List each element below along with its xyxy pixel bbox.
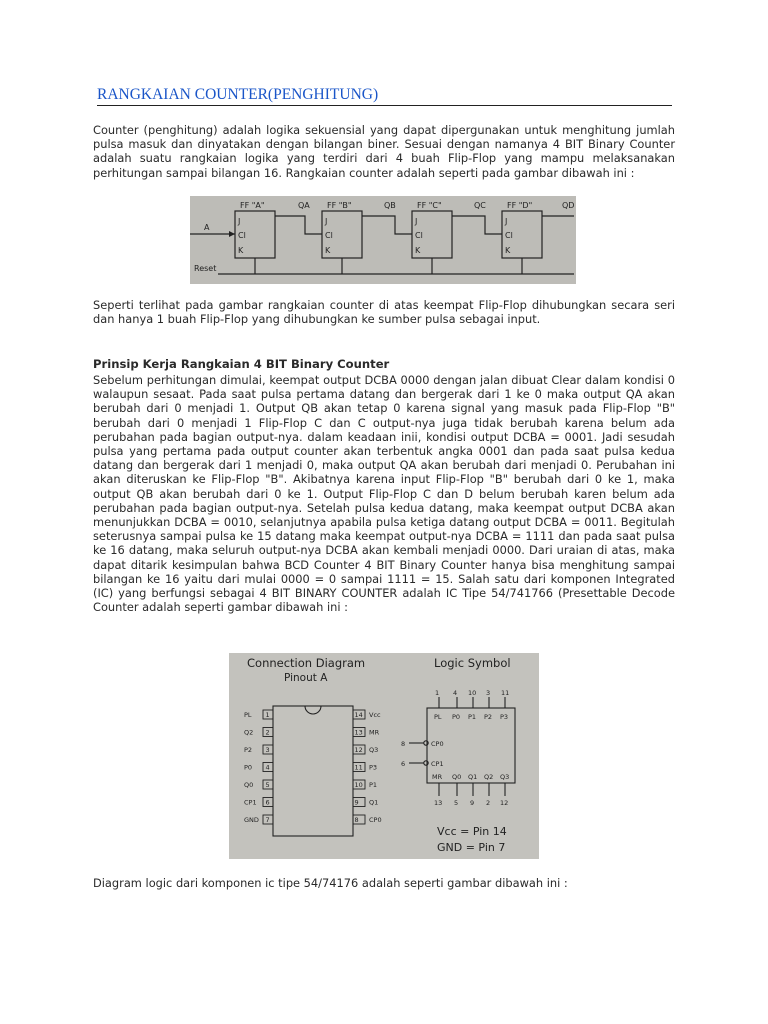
dip-pin-label: Q1 — [369, 798, 379, 807]
dip-pin-label: CP1 — [244, 798, 257, 807]
dip-pin-label: Q0 — [244, 781, 254, 789]
logic-bottom-pin: Q1 — [468, 773, 478, 781]
principle-paragraph: Sebelum perhitungan dimulai, keempat output DCBA 0000 dengan jalan dibuat Clear dalam kondisi 0 walaupun sesaat. Pada saat pulsa pertama datang dan bergerak dari 1 ke 0 maka output QA akan berubah dari 0 menjadi 1. Output QB akan tetap 0 karena signal yang masuk pada Flip-Flop "B" berubah dari 0 menjadi 1 Flip-Flop C dan C output-nya juga tidak berubah karena belum ada perubahan pada bagian output-nya. dalam keadaan inii, kondisi output DCBA = 0001. Jadi sesudah pulsa yang pertama pada output counter akan terbentuk angka 0001 dan pada saat pulsa kedua datang dan bergerak dari 1 menjadi 0, maka output QA akan berubah dari menjadi 0. Perubahan ini akan diteruskan ke Flip-Flop "B". Akibatnya karena input Flip-Flop "B" berubah dari 0 ke 1, maka output QB akan berubah dari 0 ke 1. Output Flip-Flop C dan D belum berubah karen belum ada perubahan pada bagian output-nya. Setelah pulsa kedua datang, maka keempat output DCBA akan menunjukkan DCBA = 0010, selanjutnya apabila pulsa ketiga datang output DCBA = 0011. Begitulah seterusnya sampai pulsa ke 15 datang maka keempat output-nya DCBA = 1111 dan pada saat pulsa ke 16 datang, maka seluruh output-nya DCBA akan kembali menjadi 0000. Dari uraian di atas, maka dapat ditarik kesimpulan bahwa BCD Counter 4 BIT Binary Counter hanya bisa menghitung sampai bilangan ke 16 yaitu dari mulai 0000 = 0 sampai 1111 = 15. Salah satu dari komponen Integrated (IC) yang berfungsi sebagai 4 BIT BINARY COUNTER adalah IC Tipe 54/741766 (Presettable Decode Counter adalah seperti gambar dibawah ini : — [93, 373, 675, 615]
logic-symbol-title: Logic Symbol — [434, 656, 511, 670]
dip-pin-label: MR — [369, 728, 380, 737]
logic-cp-num: 8 — [401, 740, 406, 748]
dip-pin-label: Vcc — [369, 711, 381, 719]
ic-pinout-figure — [229, 653, 539, 859]
ff-pin-k: K — [505, 246, 511, 255]
logic-top-num: 11 — [501, 689, 510, 697]
dip-pin-number: 13 — [354, 728, 363, 737]
dip-pin-number: 5 — [265, 781, 270, 789]
dip-pin-label: Q3 — [369, 746, 379, 754]
logic-top-num: 1 — [435, 689, 440, 697]
ff-pin-j: J — [238, 217, 241, 226]
dip-pin-number: 14 — [354, 711, 363, 719]
dip-pin-number: 10 — [354, 781, 363, 789]
logic-top-pin: P3 — [500, 713, 509, 721]
ff-pin-j: J — [505, 217, 508, 226]
pinout-subtitle-text: Pinout A — [284, 672, 328, 684]
qb-label: QB — [384, 201, 396, 210]
ff-pin-cl: Cl — [415, 231, 423, 240]
gnd-note: GND = Pin 7 — [437, 841, 506, 854]
dip-pin-number: 11 — [354, 763, 363, 772]
ff-b-label: FF "B" — [327, 201, 352, 210]
dip-pin-number: 12 — [354, 746, 363, 754]
section-heading: Prinsip Kerja Rangkaian 4 BIT Binary Counter — [93, 357, 390, 371]
ff-c-label: FF "C" — [417, 201, 442, 210]
logic-bottom-num: 9 — [470, 799, 475, 807]
dip-pin-label: P0 — [244, 763, 253, 772]
logic-bottom-num: 13 — [434, 799, 443, 807]
dip-pin-number: 6 — [265, 798, 270, 807]
ff-d-label: FF "D" — [507, 201, 533, 210]
counter-circuit-figure — [190, 196, 576, 284]
logic-bottom-num: 12 — [500, 799, 509, 807]
series-paragraph: Seperti terlihat pada gambar rangkaian counter di atas keempat Flip-Flop dihubungkan secara seri dan hanya 1 buah Flip-Flop yang dihubungkan ke sumber pulsa sebagai input. — [93, 298, 675, 327]
ff-pin-cl: Cl — [505, 231, 513, 240]
ff-pin-cl: Cl — [325, 231, 333, 240]
ff-pin-k: K — [325, 246, 331, 255]
dip-pin-number: 3 — [265, 746, 270, 754]
logic-bottom-pin: Q0 — [452, 773, 462, 781]
input-a-label: A — [204, 223, 210, 232]
dip-pin-number: 9 — [354, 798, 359, 807]
ff-pin-j: J — [415, 217, 418, 226]
dip-pin-label: P1 — [369, 781, 378, 789]
reset-label: Reset — [194, 264, 217, 273]
logic-top-pin: PL — [434, 713, 442, 721]
vcc-note: Vcc = Pin 14 — [437, 825, 507, 838]
dip-pin-number: 8 — [354, 816, 359, 824]
logic-top-num: 4 — [453, 689, 458, 697]
qa-label: QA — [298, 201, 310, 210]
intro-paragraph: Counter (penghitung) adalah logika sekuensial yang dapat dipergunakan untuk menghitung jumlah pulsa masuk dan dinyatakan dengan bilangan biner. Sesuai dengan namanya 4 BIT Binary Counter adalah suatu rangkaian logika yang terdiri dari 4 buah Flip-Flop yang mampu melaksanakan perhitungan sampai bilangan 16. Rangkaian counter adalah seperti pada gambar dibawah ini : — [93, 123, 675, 180]
logic-top-pin: P0 — [452, 713, 461, 721]
logic-bottom-pin: Q2 — [484, 773, 494, 781]
logic-top-pin: P1 — [468, 713, 477, 721]
ff-pin-cl: Cl — [238, 231, 246, 240]
logic-bottom-pin: Q3 — [500, 773, 510, 781]
dip-pin-label: GND — [244, 816, 259, 824]
ff-pin-k: K — [415, 246, 421, 255]
logic-cp1-label: CP1 — [431, 760, 444, 768]
qd-label: QD — [562, 201, 575, 210]
dip-pin-label: CP0 — [369, 816, 382, 824]
logic-cp-num: 6 — [401, 760, 406, 768]
dip-pin-label: P2 — [244, 746, 253, 754]
dip-pin-number: 7 — [265, 816, 270, 824]
ff-pin-k: K — [238, 246, 244, 255]
dip-pin-number: 1 — [265, 711, 270, 719]
page-title: RANGKAIAN COUNTER(PENGHITUNG) — [97, 86, 672, 106]
connection-diagram-title: Connection Diagram — [247, 656, 366, 670]
logic-bottom-num: 2 — [486, 799, 491, 807]
logic-top-pin: P2 — [484, 713, 493, 721]
closing-paragraph: Diagram logic dari komponen ic tipe 54/74176 adalah seperti gambar dibawah ini : — [93, 876, 568, 890]
logic-bottom-pin: MR — [432, 773, 443, 781]
logic-bottom-num: 5 — [454, 799, 459, 807]
logic-cp0-label: CP0 — [431, 740, 444, 748]
qc-label: QC — [474, 201, 486, 210]
logic-top-num: 10 — [468, 689, 477, 697]
dip-pin-label: P3 — [369, 763, 378, 772]
dip-pin-label: PL — [244, 711, 252, 719]
ff-pin-j: J — [325, 217, 328, 226]
ff-a-label: FF "A" — [240, 201, 265, 210]
dip-pin-number: 2 — [265, 728, 270, 737]
dip-pin-number: 4 — [265, 763, 270, 772]
logic-top-num: 3 — [486, 689, 491, 697]
dip-pin-label: Q2 — [244, 728, 254, 737]
